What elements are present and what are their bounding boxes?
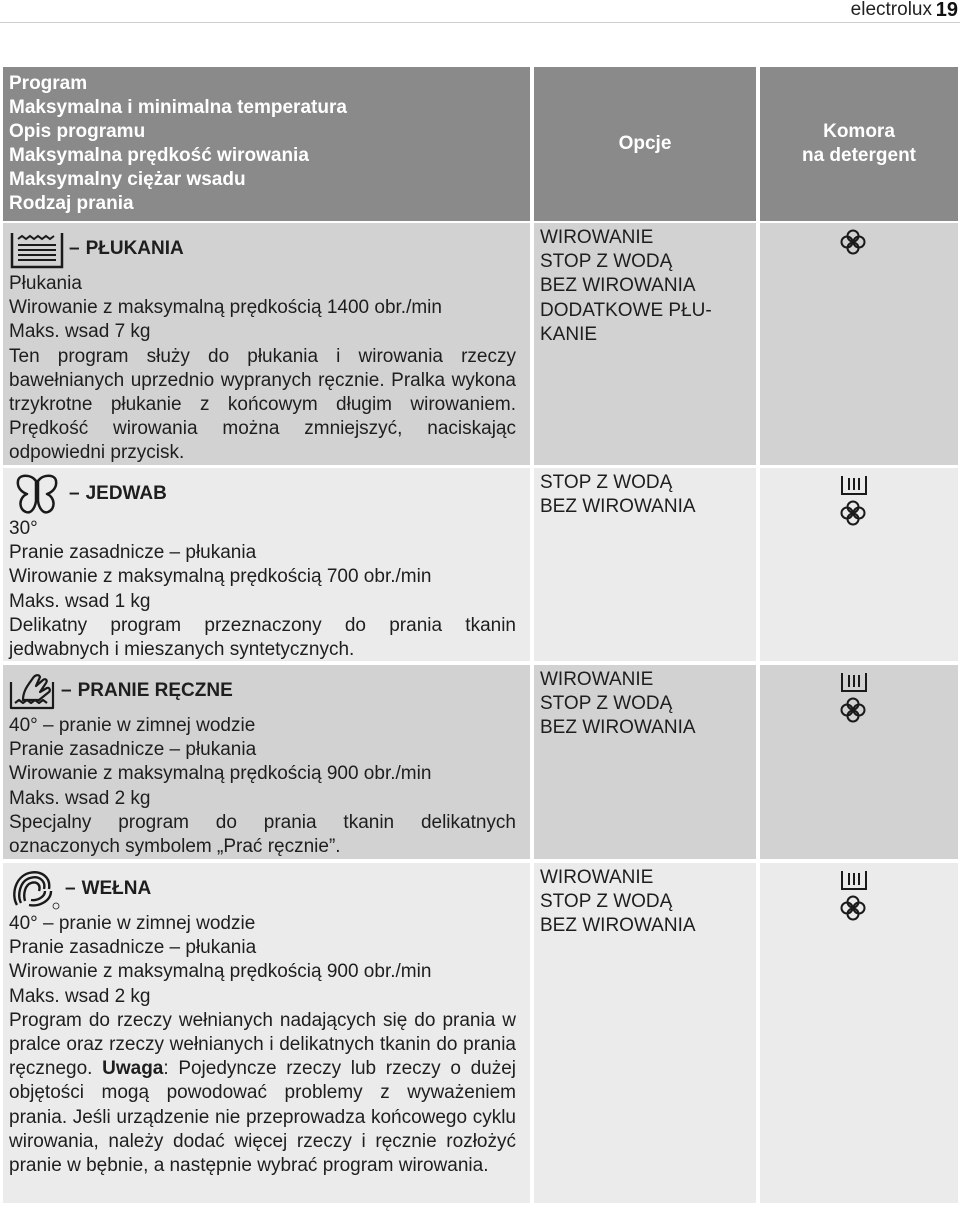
program-temperature: 30° (9, 518, 38, 539)
detergent-cell-wool (760, 863, 958, 1203)
program-title-wool (9, 866, 516, 912)
rinse-icon (9, 229, 65, 269)
program-wash-type: Płukania (9, 273, 82, 294)
program-description: Delikatny program przeznaczony do prania tkanin jedwabnych i mieszanych syntetycznych. (9, 614, 516, 661)
options-cell-wool (534, 863, 756, 1203)
softener-flower-icon (840, 895, 866, 921)
option-rinse-hold: STOP Z WODĄ (540, 693, 673, 715)
header-program-cell (3, 67, 530, 221)
header-detergent-cell (760, 67, 958, 221)
detergent-cell-silk (760, 468, 958, 661)
brand-name: electrolux (850, 0, 932, 20)
option-no-spin: BEZ WIROWANIA (540, 275, 696, 297)
program-description (9, 1009, 516, 1178)
program-dash: – (61, 679, 72, 701)
softener-flower-icon (840, 697, 866, 723)
program-row-wool (3, 863, 530, 1203)
program-row-silk (3, 468, 530, 661)
options-cell-silk (534, 468, 756, 661)
options-cell-hand-wash (534, 665, 756, 859)
option-no-spin: BEZ WIROWANIA (540, 496, 696, 518)
page-number: 19 (935, 0, 958, 21)
header-temperature-label: Maksymalna i minimalna temperatura (9, 97, 347, 118)
program-temperature: 40° – pranie w zimnej wodzie (9, 715, 256, 736)
option-extra-rinse-1: DODATKOWE PŁU- (540, 299, 712, 321)
softener-flower-icon (840, 500, 866, 526)
program-title-rinse (9, 226, 516, 272)
page-header (0, 0, 960, 23)
option-spin: WIROWANIE (540, 867, 654, 888)
program-temperature: 40° – pranie w zimnej wodzie (9, 913, 256, 934)
program-description: Ten program służy do płukania i wirowania rzeczy bawełnianych uprzednio wypranych ręcznie. Pralka wykona trzykrotne płukanie z końcowym długim wirowaniem. Prędkość wirowania można zmniejszyć, naciskając odpowiedni przycisk. (9, 345, 516, 464)
options-cell-rinse (534, 223, 756, 465)
softener-flower-icon (840, 229, 866, 255)
option-rinse-hold: STOP Z WODĄ (540, 251, 673, 273)
option-no-spin: BEZ WIROWANIA (540, 717, 696, 739)
program-name: PRANIE RĘCZNE (77, 679, 233, 701)
detergent-cell-rinse (760, 223, 958, 465)
warning-text: : Pojedyncze rzeczy lub rzeczy o dużej objętości mogą powodować problemy z wyważeniem prania. Jeśli urządzenie nie przeprowadza końcowego cyklu wirowania, należy dodać więcej rzeczy i ręcznie rozłożyć pranie w bębnie, a następnie wybrać program wirowania. (9, 1058, 517, 1177)
header-description-label: Opis programu (9, 121, 146, 142)
program-title-hand-wash (9, 668, 516, 714)
program-wash-type: Pranie zasadnicze – płukania (9, 542, 257, 564)
option-rinse-hold: STOP Z WODĄ (540, 891, 673, 913)
option-extra-rinse-2: KANIE (540, 323, 598, 345)
header-detergent-label-1: Komora (823, 121, 895, 142)
program-spin-speed: Wirowanie z maksymalną prędkością 900 obr./min (9, 763, 432, 785)
description-text: Program do rzeczy wełnianych nadających się do prania w pralce oraz rzeczy wełnianych i delikatnych tkanin do prania ręcznego. (9, 1009, 516, 1080)
woolmark-icon (9, 867, 61, 911)
program-max-load: Maks. wsad 2 kg (9, 985, 151, 1007)
program-spin-speed: Wirowanie z maksymalną prędkością 1400 obr./min (9, 297, 442, 319)
header-options-cell (534, 67, 756, 221)
main-wash-icon (840, 474, 868, 496)
program-spin-speed: Wirowanie z maksymalną prędkością 900 obr./min (9, 961, 432, 983)
header-load-label: Maksymalny ciężar wsadu (9, 169, 246, 190)
option-spin: WIROWANIE (540, 227, 654, 248)
program-dash: – (69, 482, 80, 504)
option-spin: WIROWANIE (540, 669, 654, 690)
header-wash-type-label: Rodzaj prania (9, 193, 134, 214)
program-wash-type: Pranie zasadnicze – płukania (9, 937, 257, 959)
program-max-load: Maks. wsad 7 kg (9, 321, 151, 343)
program-title-silk (9, 471, 516, 517)
main-wash-icon (840, 671, 868, 693)
program-row-hand-wash (3, 665, 530, 859)
option-no-spin: BEZ WIROWANIA (540, 915, 696, 937)
program-name: WEŁNA (81, 877, 152, 899)
program-name: JEDWAB (85, 482, 167, 504)
program-name: PŁUKANIA (85, 237, 184, 259)
header-options-label: Opcje (618, 133, 672, 154)
option-rinse-hold: STOP Z WODĄ (540, 472, 673, 493)
warning-label: Uwaga (102, 1058, 164, 1080)
program-description: Specjalny program do prania tkanin delikatnych oznaczonych symbolem „Prać ręcznie”. (9, 811, 516, 858)
header-spin-speed-label: Maksymalna prędkość wirowania (9, 145, 309, 166)
silk-butterfly-icon (9, 473, 65, 515)
program-dash: – (69, 237, 80, 259)
header-program-label: Program (9, 73, 88, 94)
program-row-rinse (3, 223, 530, 465)
hand-wash-icon (9, 670, 57, 712)
main-wash-icon (840, 869, 868, 891)
program-max-load: Maks. wsad 2 kg (9, 787, 151, 809)
program-spin-speed: Wirowanie z maksymalną prędkością 700 obr./min (9, 566, 432, 588)
detergent-cell-hand-wash (760, 665, 958, 859)
header-detergent-label-2: na detergent (801, 145, 917, 166)
program-dash: – (65, 877, 76, 899)
program-max-load: Maks. wsad 1 kg (9, 590, 151, 612)
program-wash-type: Pranie zasadnicze – płukania (9, 739, 257, 761)
